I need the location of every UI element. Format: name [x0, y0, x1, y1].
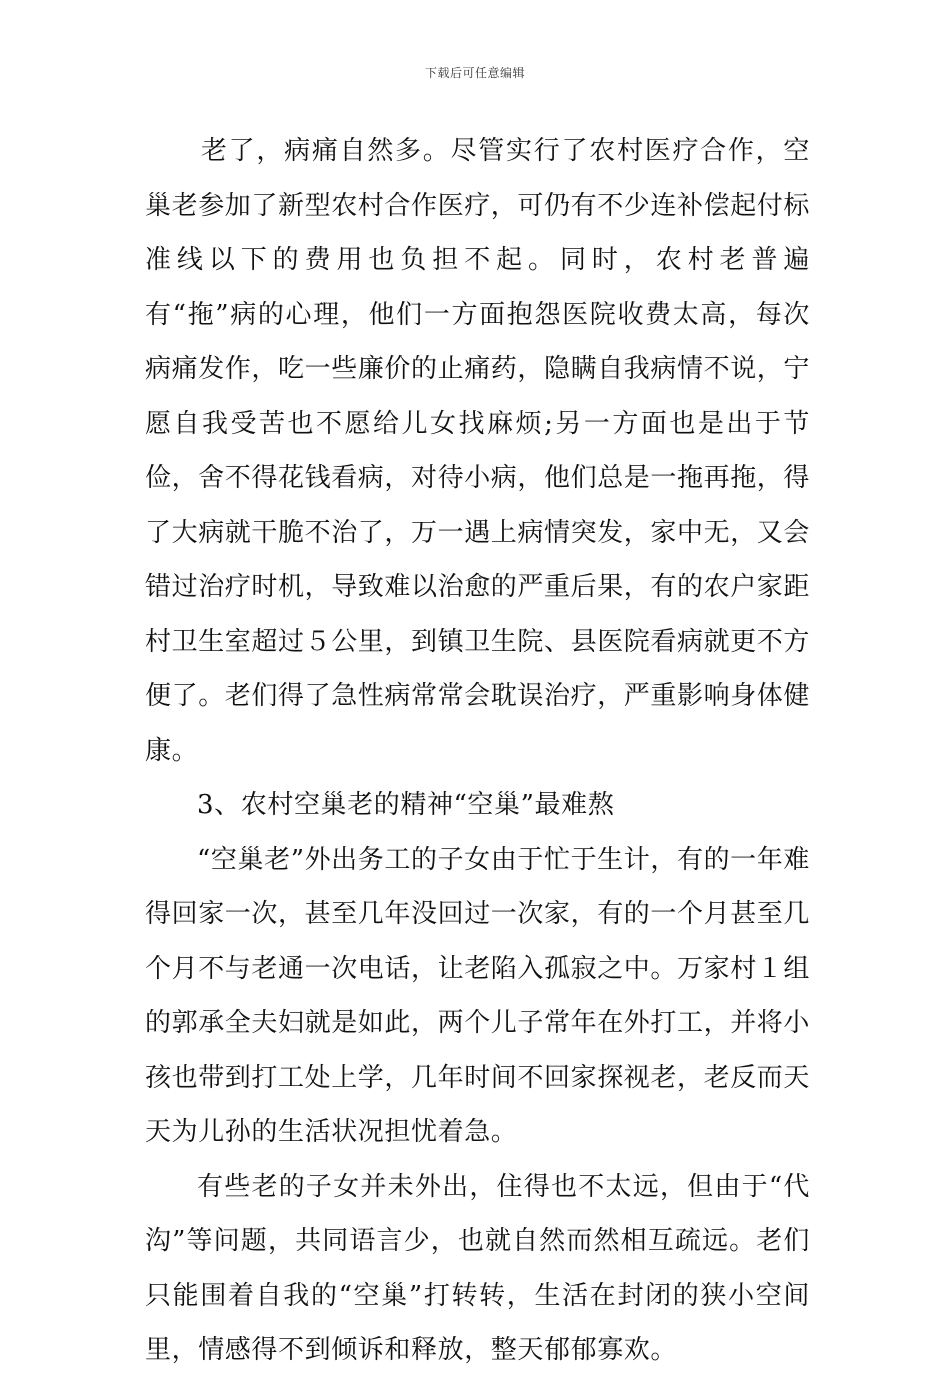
document-body — [145, 124, 810, 1378]
paragraph-generation-gap: 有些老的子女并未外出，住得也不太远，但由于“代沟”等问题，共同语言少，也就自然而然相互疏远。老们只能围着自我的“空巢”打转转，生活在封闭的狭小空间里，情感得不到倾诉和释放，整天郁郁寡欢。 — [145, 1171, 810, 1365]
section-heading-spiritual-empty-nest: 3、农村空巢老的精神“空巢”最难熬 — [197, 790, 615, 820]
page-header: 下载后可任意编辑 — [424, 66, 525, 80]
paragraph-children-away: “空巢老”外出务工的子女由于忙于生计，有的一年难得回家一次，甚至几年没回过一次家，有的一个月甚至几个月不与老通一次电话，让老陷入孤寂之中。万家村１组的郭承全夫妇就是如此，两个儿子常年在外打工，并将小孩也带到打工处上学，几年时间不回家探视老，老反而天天为儿孙的生活状况担忧着急。 — [145, 844, 811, 1147]
paragraph-medical-burden: 老了，病痛自然多。尽管实行了农村医疗合作，空巢老参加了新型农村合作医疗，可仍有不少连补偿起付标准线以下的费用也负担不起。同时，农村老普遍有“拖”病的心理，他们一方面抱怨医院收费太高，每次病痛发作，吃一些廉价的止痛药，隐瞒自我病情不说，宁愿自我受苦也不愿给儿女找麻烦;另一方面也是出于节俭，舍不得花钱看病，对待小病，他们总是一拖再拖，得了大病就干脆不治了，万一遇上病情突发，家中无，又会错过治疗时机，导致难以治愈的严重后果，有的农户家距村卫生室超过５公里，到镇卫生院、县医院看病就更不方便了。老们得了急性病常常会耽误治疗，严重影响身体健康。 — [145, 136, 811, 766]
